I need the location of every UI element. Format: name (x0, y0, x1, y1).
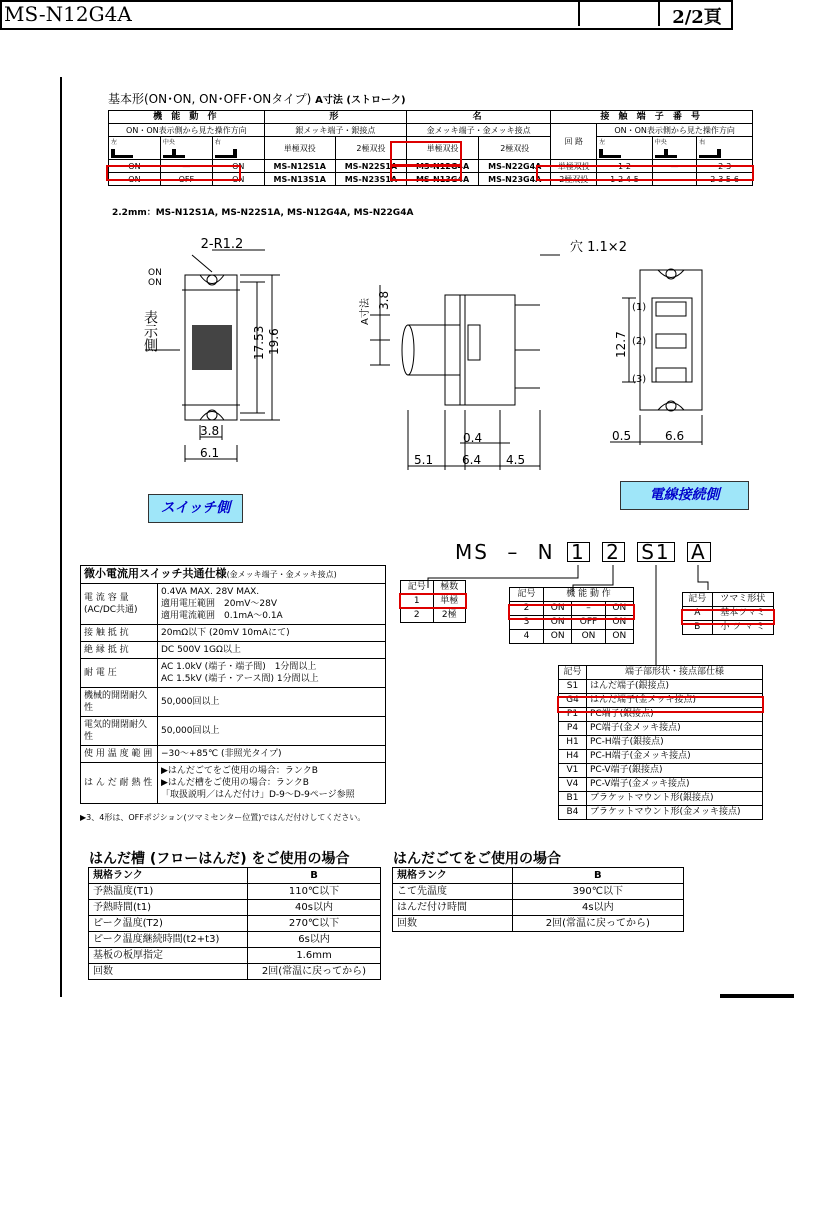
name-header: 名 (406, 111, 550, 124)
table-row: 回数 2回(常温に戻ってから) (89, 964, 381, 980)
table-row: B 小 ツ マ ミ (683, 621, 774, 635)
table-row: 4 ON ON ON (510, 630, 634, 644)
document-title: MS-N12G4A (4, 2, 132, 26)
spec-note: ▶3、4形は、OFFポジション(ツマミセンター位置)ではんだ付けしてください。 (80, 813, 366, 822)
pos-left-cell: 左 (109, 137, 161, 160)
hole-spec: 穴 1.1×2 (570, 240, 627, 255)
document-header (0, 0, 733, 30)
knob-table: 記号 ツマミ形状 A 基本ツマミ B 小 ツ マ ミ (682, 592, 774, 635)
flow-solder-table: 規格ランク B 予熱温度(T1) 110℃以下 予熱時間(t1) 40s以内 ピーク温度(T2) 270℃以下 ピーク温度継続時間(t2+t3) 6s以内 基板の板厚指定 1.6mm 回数 2回(常温に戻ってから) (88, 867, 381, 980)
table-row: S1 はんだ端子(銀接点) (559, 680, 763, 694)
gold-header: 金メッキ端子・金メッキ接点 (406, 124, 550, 137)
table-row: ピーク温度継続時間(t2+t3) 6s以内 (89, 932, 381, 948)
table-row: こて先温度 390℃以下 (393, 884, 684, 900)
dim-6-1: 6.1 (200, 446, 220, 460)
table-row: 機械的開閉耐久性 50,000回以上 (81, 688, 386, 717)
dim-12-7: 12.7 (614, 331, 628, 358)
table-row: 回数 2回(常温に戻ってから) (393, 916, 684, 932)
highlight-box (390, 141, 462, 166)
code-pole: 1 (567, 542, 590, 562)
dim-3-8-side: 3.8 (377, 290, 391, 310)
table-row: H4 PC-H端子(金メッキ接点) (559, 750, 763, 764)
view-direction-note: ON・ON表示側から見た操作方向 (597, 124, 753, 137)
table-row: 2 2極 (401, 609, 466, 623)
table-row: 接 触 抵 抗 20mΩ以下 (20mV 10mAにて) (81, 625, 386, 642)
highlight-box (536, 165, 754, 181)
table-row: 絶 縁 抵 抗 DC 500V 1GΩ以上 (81, 642, 386, 659)
pin-2-label: (2) (632, 336, 647, 347)
table-row: 使 用 温 度 範 囲 −30～+85℃ (非照光タイプ) (81, 746, 386, 763)
table-row: G4 はんだ端子(金メッキ接点) (559, 694, 763, 708)
table-row: 基板の板厚指定 1.6mm (89, 948, 381, 964)
header-divider (578, 0, 580, 26)
dim-0-5: 0.5 (612, 429, 632, 443)
highlight-box (399, 593, 467, 609)
table-row: 3 ON OFF ON (510, 616, 634, 630)
dim-4-5: 4.5 (506, 453, 526, 467)
table-row: V4 PC-V端子(金メッキ接点) (559, 778, 763, 792)
terminal-header: 接 触 端 子 番 号 (551, 111, 753, 124)
highlight-box (106, 165, 241, 181)
table-row: 予熱温度(T1) 110℃以下 (89, 884, 381, 900)
code-knob: A (687, 542, 711, 562)
table-row: 1 単極 (401, 595, 466, 609)
dim-19-6: 19.6 (267, 328, 281, 355)
stroke-a-label: A寸法 (360, 298, 371, 325)
toggle-right-icon (215, 150, 237, 158)
toggle-left-icon (111, 150, 133, 158)
table-row: P1 PC端子(銀接点) (559, 708, 763, 722)
display-side-label: 表示側 (142, 310, 158, 352)
highlight-box (390, 165, 462, 181)
table-row: ON OFF ON MS-N13S1A MS-N23S1A MS-N13G4A MS-N23G4A 2極双投 1-2 4-5 — 2-3 5-6 (109, 173, 753, 186)
dim-6-4: 6.4 (462, 453, 482, 467)
on-label: ON (148, 278, 162, 288)
pin-3-label: (3) (632, 374, 647, 385)
table-row: ON — ON MS-N12S1A MS-N22S1A MS-N12G4A MS-N22G4A 単極双投 1-2 — 2-3 (109, 160, 753, 173)
highlight-box (508, 604, 635, 620)
part-code: MS – N 1 2 S1 A (455, 540, 711, 564)
toggle-right-icon (699, 150, 721, 158)
wire-side-label: 電線接続側 (620, 481, 749, 510)
table-row: A 基本ツマミ (683, 607, 774, 621)
table-row: ピーク温度(T2) 270℃以下 (89, 916, 381, 932)
left-border (60, 77, 62, 997)
iron-solder-title: はんだごてをご使用の場合 (393, 851, 561, 867)
terminal-table: 記号 端子部形状・接点部仕様 S1 はんだ端子(銀接点) G4 はんだ端子(金メッキ接点) P1 PC端子(銀接点) P4 PC端子(金メッキ接点) H1 PC-H端子(銀接点) H4 PC-H端子(金メッキ接点) V1 PC-V端子(銀接点) V4 PC-V端子(金メッキ接点) B1 ブラケットマウント形(銀接点) B4 ブラケットマウント形(金メッキ接点) (558, 665, 763, 820)
dimension-drawing (130, 230, 750, 480)
spec-table (80, 565, 386, 804)
view-direction-note: ON・ON表示側から見た操作方向 (109, 124, 265, 137)
table-row: H1 PC-H端子(銀接点) (559, 736, 763, 750)
silver-header: 銀メッキ端子・銀接点 (264, 124, 406, 137)
pos-right-cell: 右 (212, 137, 264, 160)
shape-header: 形 (264, 111, 406, 124)
highlight-box (557, 696, 764, 713)
dim-6-6: 6.6 (665, 429, 685, 443)
dim-r12: 2-R1.2 (200, 237, 244, 252)
iron-solder-table: 規格ランク B こて先温度 390℃以下 はんだ付け時間 4s以内 回数 2回(常温に戻ってから) (392, 867, 684, 932)
table-row: V1 PC-V端子(銀接点) (559, 764, 763, 778)
dim-5-1: 5.1 (414, 453, 434, 467)
table-row: 耐 電 圧 AC 1.0kV (端子・端子間) 1分間以上 AC 1.5kV (端子・アース間) 1分間以上 (81, 659, 386, 688)
header-divider (658, 0, 660, 26)
table-row: 電気的開閉耐久性 50,000回以上 (81, 717, 386, 746)
table-row: B4 ブラケットマウント形(金メッキ接点) (559, 806, 763, 820)
code-terminal: S1 (637, 542, 674, 562)
toggle-center-icon (655, 150, 677, 158)
pole-table: 記号 極数 1 単極 2 2極 (400, 580, 466, 623)
dim-17-53: 17.53 (252, 325, 266, 360)
table-row: B1 ブラケットマウント形(銀接点) (559, 792, 763, 806)
code-function: 2 (602, 542, 625, 562)
note-22mm: 2.2mm：MS-N12S1A, MS-N22S1A, MS-N12G4A, MS-N22G4A (112, 208, 414, 218)
table-row: は ん だ 耐 熱 性 ▶はんだごてをご使用の場合：ランクB ▶はんだ槽をご使用の場合：ランクB 「取扱説明／はんだ付け」D-9～D-9ページ参照 (81, 763, 386, 804)
stroke-label: A寸法 (ストローク) (315, 95, 406, 106)
table-row: P4 PC端子(金メッキ接点) (559, 722, 763, 736)
table-row: はんだ付け時間 4s以内 (393, 900, 684, 916)
bottom-border (720, 994, 794, 998)
circuit-header: 回 路 (551, 124, 597, 160)
dim-0-4: 0.4 (463, 431, 483, 445)
table-row: 電 流 容 量 (AC/DC共通) 0.4VA MAX. 28V MAX. 適用電圧範囲 20mV～28V 適用電流範囲 0.1mA～0.1A (81, 584, 386, 625)
section-title: 基本形(ON･ON, ON･OFF･ONタイプ) A寸法 (ストローク) (108, 92, 406, 106)
table-row: 2 ON – ON (510, 602, 634, 616)
spec-title: 微小電流用スイッチ共通仕様(金メッキ端子・金メッキ接点) (81, 566, 386, 584)
on-label: ON (148, 268, 162, 278)
function-table: 記号 機 能 動 作 2 ON – ON 3 ON OFF ON 4 ON ON ON (509, 587, 634, 644)
pos-center-cell: 中央 (160, 137, 212, 160)
flow-solder-title: はんだ槽 (フローはんだ) をご使用の場合 (89, 851, 350, 867)
toggle-left-icon (599, 150, 621, 158)
page-number: 2/2頁 (672, 7, 722, 28)
table-row: 予熱時間(t1) 40s以内 (89, 900, 381, 916)
switch-side-label: スイッチ側 (148, 494, 243, 523)
model-table: 機 能 動 作 形 名 接 触 端 子 番 号 ON・ON表示側から見た操作方向 銀メッキ端子・銀接点 金メッキ端子・金メッキ接点 回 路 ON・ON表示側から見た操作方向 左 中央 右 単極双投 2極双投 単極双投 2極双投 左 中央 右 ON — ON MS-N12S1A MS-N22S1A MS-N12G4A MS-N22G4A 単極双投 1-2 — 2-3 ON OFF ON MS-N13S1A MS-N23S1A MS-N13G4A MS-N23G4A 2極双投 1-2 4-5 — 2-3 5-6 (108, 110, 753, 186)
highlight-box (681, 609, 775, 625)
toggle-center-icon (163, 150, 185, 158)
dim-3-8-front: 3.8 (200, 424, 220, 438)
func-header: 機 能 動 作 (109, 111, 265, 124)
pin-1-label: (1) (632, 302, 647, 313)
